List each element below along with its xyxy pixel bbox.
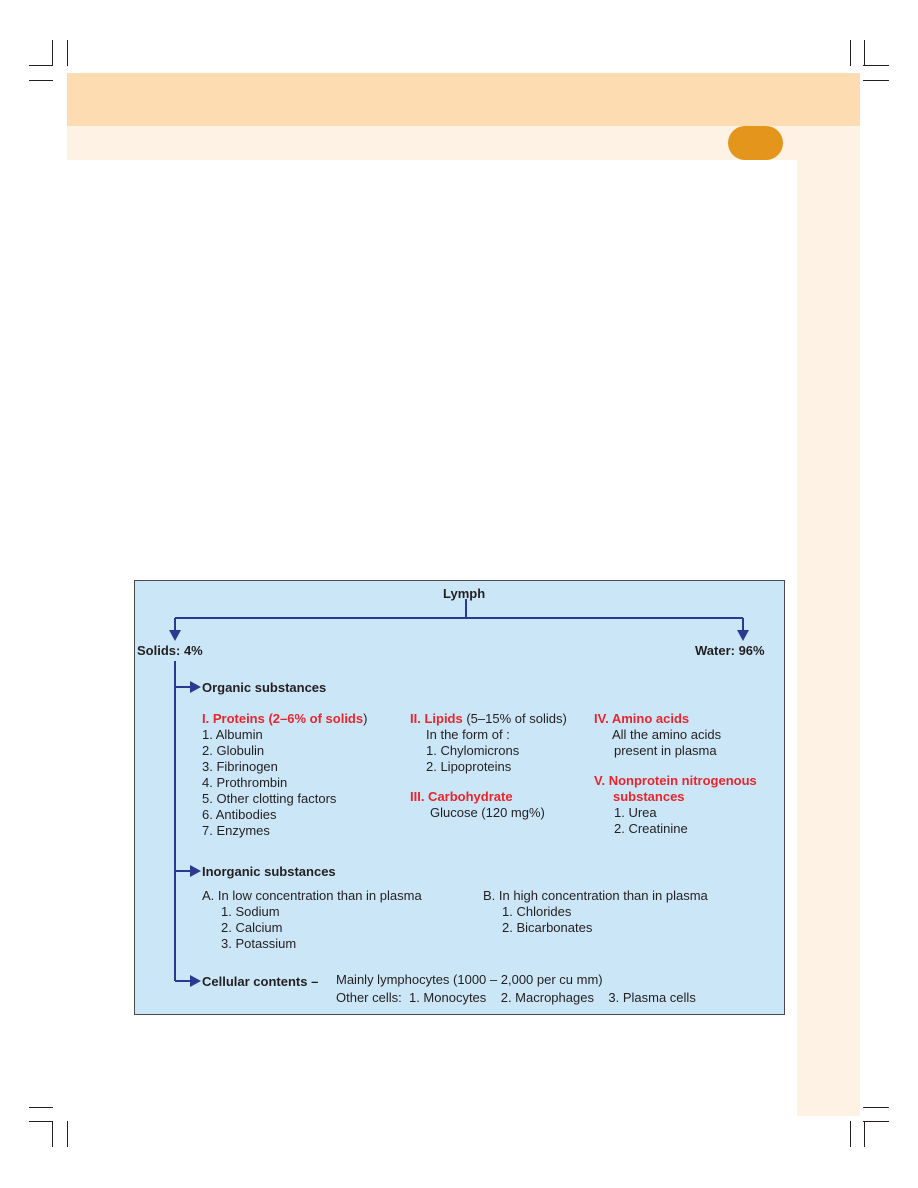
arrow-down-icon [169, 630, 181, 641]
organic-title: Organic substances [202, 680, 327, 695]
inorganic-title: Inorganic substances [202, 864, 336, 879]
arrow-right-icon [190, 865, 201, 877]
inorganic-low-group [202, 888, 422, 952]
nonprotein-heading: V. Nonprotein nitrogenous [594, 773, 757, 788]
inorganic-low-heading: A. In low concentration than in plasma [202, 888, 422, 903]
crop-mark [850, 1121, 851, 1147]
list-item: 1. Urea [614, 805, 657, 820]
arrow-right-icon [190, 681, 201, 693]
solids-label: Solids: 4% [137, 643, 203, 658]
list-item: 1. Sodium [221, 904, 280, 919]
list-item: 1. Chlorides [502, 904, 572, 919]
list-item: 7. Enzymes [202, 823, 270, 838]
crop-mark [67, 1121, 68, 1147]
list-item: 2. Bicarbonates [502, 920, 593, 935]
lipids-group [410, 711, 567, 775]
list-item: 2. Lipoproteins [426, 759, 512, 774]
arrow-right-icon [190, 975, 201, 987]
list-item: present in plasma [614, 743, 717, 758]
carbohydrate-heading: III. Carbohydrate [410, 789, 513, 804]
lipids-heading-note: (5–15% of solids) [462, 711, 567, 726]
crop-mark [863, 1107, 889, 1108]
list-item: 6. Antibodies [202, 807, 277, 822]
lipids-heading: II. Lipids [410, 711, 463, 726]
crop-mark [52, 1121, 53, 1147]
crop-mark [863, 1121, 889, 1122]
crop-mark [863, 80, 889, 81]
crop-mark [52, 40, 53, 66]
chapter-tab [728, 126, 783, 160]
list-item: 2. Calcium [221, 920, 283, 935]
crop-mark [864, 1121, 865, 1147]
list-item: 3. Potassium [221, 936, 297, 951]
proteins-heading: I. Proteins (2–6% of solids [202, 711, 364, 726]
crop-mark [29, 80, 53, 81]
crop-mark [29, 65, 53, 66]
inorganic-high-heading: B. In high concentration than in plasma [483, 888, 708, 903]
nonprotein-heading-cont: substances [613, 789, 685, 804]
root-label: Lymph [443, 586, 486, 601]
nonprotein-group [594, 773, 757, 837]
list-item: 1. Albumin [202, 727, 263, 742]
crop-mark [67, 40, 68, 66]
crop-mark [29, 1107, 53, 1108]
list-item: 1. Chylomicrons [426, 743, 520, 758]
list-item: 4. Prothrombin [202, 775, 288, 790]
header-band-top [67, 73, 860, 126]
lipids-subtitle: In the form of : [426, 727, 510, 742]
arrow-down-icon [737, 630, 749, 641]
carbohydrate-group [410, 789, 545, 821]
list-item: 3. Fibrinogen [202, 759, 278, 774]
cellular-line-1: Mainly lymphocytes (1000 – 2,000 per cu mm) [336, 972, 603, 987]
lymph-composition-diagram [134, 580, 785, 1015]
amino-acids-group [594, 711, 721, 759]
cellular-line-2: Other cells: 1. Monocytes 2. Macrophages 3. Plasma cells [336, 990, 696, 1005]
proteins-heading-close: ) [363, 711, 368, 726]
side-margin-band [797, 160, 860, 1116]
water-label: Water: 96% [695, 643, 765, 658]
amino-acids-heading: IV. Amino acids [594, 711, 690, 726]
crop-mark [850, 40, 851, 66]
cellular-title: Cellular contents – [202, 974, 319, 989]
list-item: Glucose (120 mg%) [430, 805, 545, 820]
proteins-group [202, 711, 367, 839]
crop-mark [863, 65, 889, 66]
list-item: All the amino acids [612, 727, 722, 742]
crop-mark [29, 1121, 53, 1122]
list-item: 5. Other clotting factors [202, 791, 337, 806]
inorganic-high-group [483, 888, 708, 936]
list-item: 2. Globulin [202, 743, 265, 758]
list-item: 2. Creatinine [614, 821, 688, 836]
crop-mark [864, 40, 865, 66]
